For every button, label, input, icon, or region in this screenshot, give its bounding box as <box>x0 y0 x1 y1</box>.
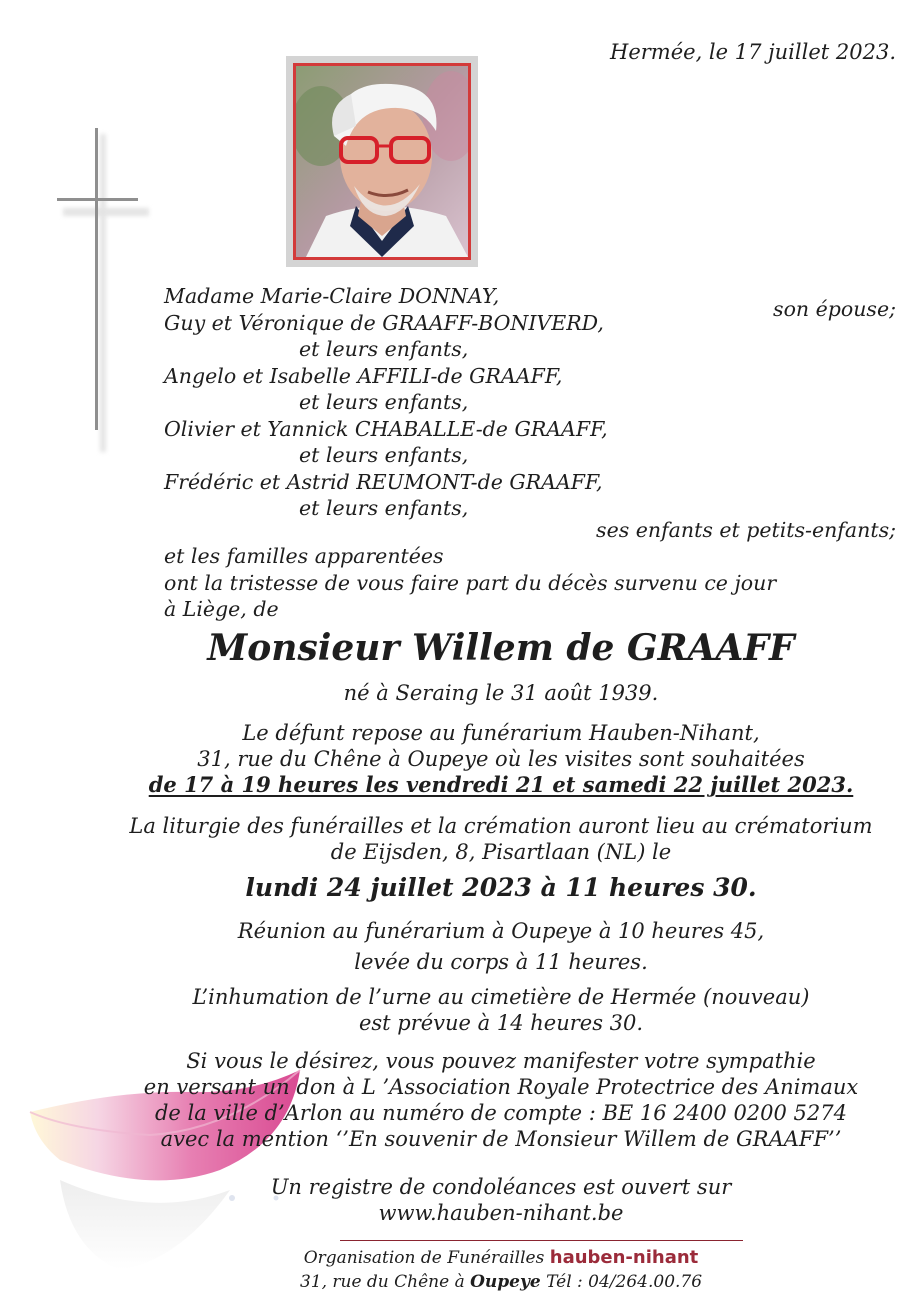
visitation-line: 31, rue du Chêne à Oupeye où les visites sont souhaitées <box>197 747 805 771</box>
ceremony-date: lundi 24 juillet 2023 à 11 heures 30. <box>245 873 757 902</box>
ceremony-line: La liturgie des funérailles et la crémation auront lieu au crématorium <box>129 814 873 838</box>
family-line: Frédéric et Astrid REUMONT-de GRAAFF, <box>164 469 603 494</box>
meeting-line: Réunion au funérarium à Oupeye à 10 heures 45, <box>237 919 765 943</box>
burial-line: L’inhumation de l’urne au cimetière de Hermée (nouveau) <box>192 985 810 1009</box>
visitation-block <box>84 720 918 798</box>
birth-line: né à Seraing le 31 août 1939. <box>343 681 659 705</box>
burial-block <box>84 984 918 1036</box>
family-line: Guy et Véronique de GRAAFF-BONIVERD, <box>164 310 604 335</box>
deceased-name: Monsieur Willem de GRAAFF <box>207 627 795 669</box>
cross-bar <box>57 198 138 201</box>
announcement-line: et les familles apparentées <box>164 544 444 568</box>
family-line: Angelo et Isabelle AFFILI-de GRAAFF, <box>164 363 563 388</box>
announcement-line: ont la tristesse de vous faire part du décès survenu ce jour <box>164 570 777 595</box>
cross-shadow <box>100 134 106 452</box>
portrait-frame <box>286 56 478 267</box>
brand-logo: hauben-nihant <box>549 1247 699 1268</box>
burial-line: est prévue à 14 heures 30. <box>358 1011 644 1035</box>
family-line: et leurs enfants, <box>299 443 469 467</box>
footer-organisation <box>0 1247 918 1268</box>
donation-line: avec la mention ‘’En souvenir de Monsieur Willem de GRAAFF’’ <box>160 1127 842 1151</box>
footer-city: Oupeye <box>470 1272 541 1292</box>
date-line: Hermée, le 17 juillet 2023. <box>610 40 896 64</box>
condolences-block <box>84 1174 918 1226</box>
children-label: ses enfants et petits-enfants; <box>596 518 896 542</box>
family-line: et leurs enfants, <box>299 496 469 520</box>
ceremony-line: de Eijsden, 8, Pisartlaan (NL) le <box>330 840 672 864</box>
footer-address <box>0 1272 918 1292</box>
footer-divider <box>340 1240 743 1241</box>
visitation-line: Le défunt repose au funérarium Hauben-Nihant, <box>242 721 760 745</box>
ceremony-block <box>84 813 918 865</box>
donation-line: en versant un don à L ’Association Royale Protectrice des Animaux <box>143 1075 859 1099</box>
visitation-hours: de 17 à 19 heures les vendredi 21 et samedi 22 juillet 2023. <box>148 772 854 797</box>
donation-line: Si vous le désirez, vous pouvez manifester votre sympathie <box>186 1049 816 1073</box>
donation-line: de la ville d’Arlon au numéro de compte : BE 16 2400 0200 5274 <box>154 1101 848 1125</box>
spouse-label: son épouse; <box>773 297 896 321</box>
cross-shadow-horizontal <box>63 208 149 216</box>
announcement-line: à Liège, de <box>164 597 279 621</box>
portrait-icon <box>296 66 468 257</box>
donation-block <box>84 1048 918 1152</box>
family-line: et leurs enfants, <box>299 390 469 414</box>
footer-address-prefix: 31, rue du Chêne à <box>299 1272 465 1292</box>
family-line: Madame Marie-Claire DONNAY, <box>164 284 500 308</box>
announcement <box>164 543 776 623</box>
portrait-photo <box>293 63 471 260</box>
meeting-line: levée du corps à 11 heures. <box>354 950 648 974</box>
meeting-block <box>84 916 918 978</box>
cross-icon <box>95 128 98 430</box>
condolences-line: Un registre de condoléances est ouvert sur <box>270 1175 732 1199</box>
footer-org-prefix: Organisation de Funérailles <box>303 1248 545 1268</box>
family-line: Olivier et Yannick CHABALLE-de GRAAFF, <box>164 416 608 441</box>
condolences-url[interactable]: www.hauben-nihant.be <box>378 1201 624 1225</box>
family-list <box>164 283 608 522</box>
family-line: et leurs enfants, <box>299 337 469 361</box>
footer-phone: Tél : 04/264.00.76 <box>546 1272 703 1292</box>
